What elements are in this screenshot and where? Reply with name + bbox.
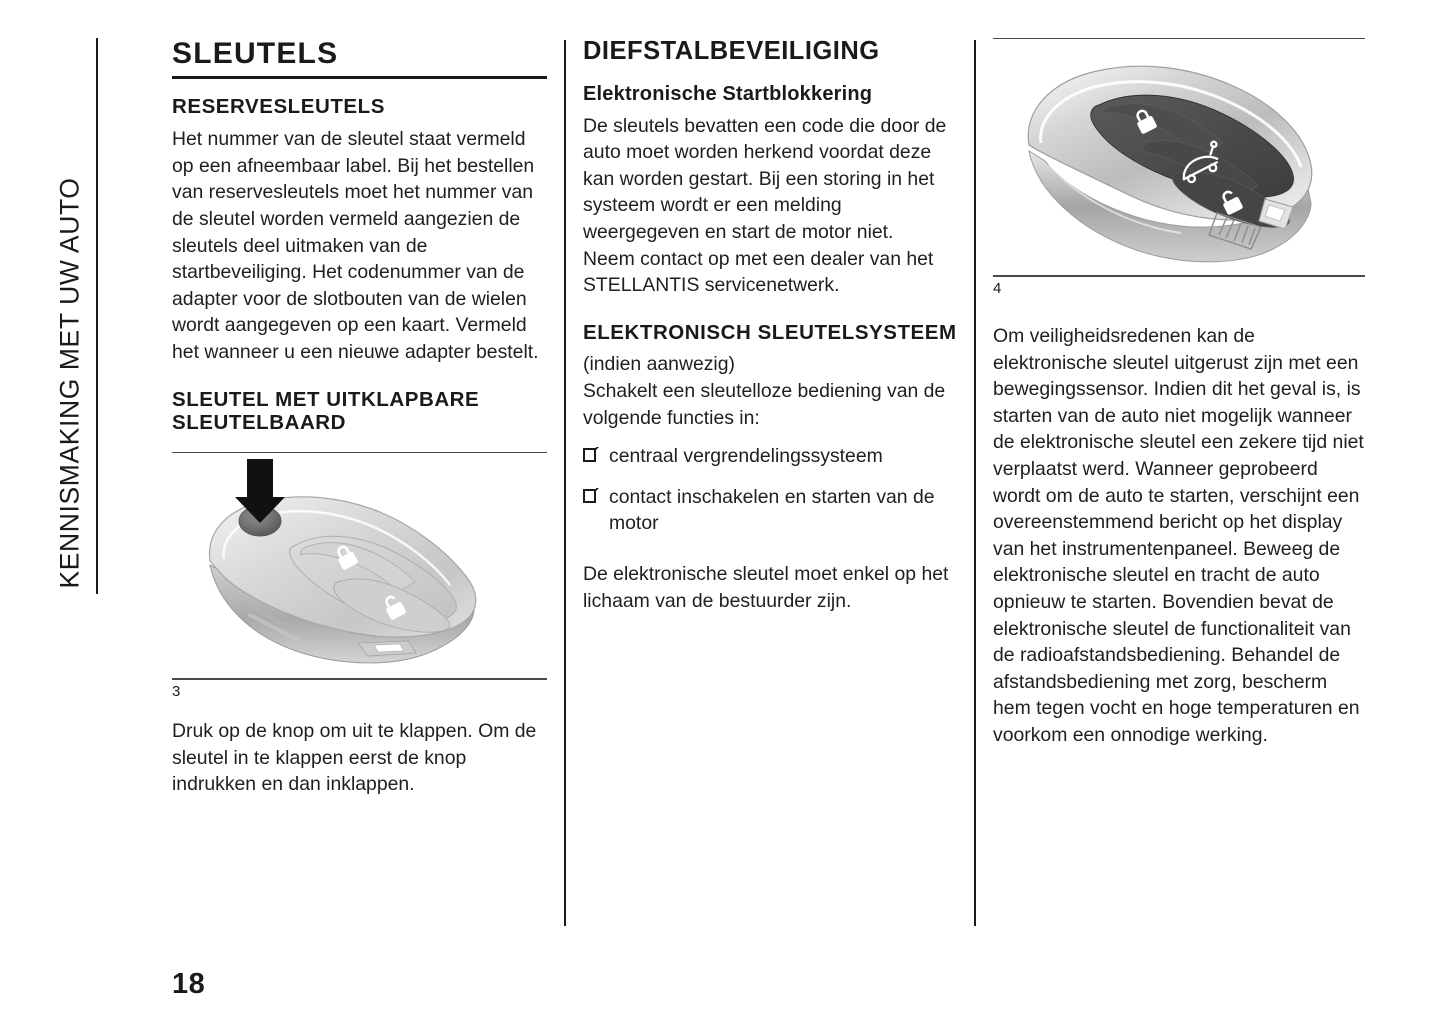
page-title-rule — [172, 76, 547, 79]
paragraph-sleutel-op-lichaam: De elektronische sleutel moet enkel op het lichaam van de bestuurder zijn. — [583, 563, 949, 612]
flip-key-illustration — [172, 453, 547, 678]
paragraph-bewegingssensor: Om veiligheidsredenen kan de elektronische sleutel uitgerust zijn met een bewegingssensor. Indien dit het geval is, is starten van de auto niet mogelijk wanneer de elektronische sleutel een zekere tijd niet verplaatst werd. Wanneer geprobeerd wordt om de auto te starten, verschijnt een overeenstemmend bericht op het display van het instrumentenpaneel. Beweeg de elektronische sleutel en tracht de auto opnieuw te starten. Bovendien bevat de elektronische sleutel de functionaliteit van de radioafstandsbediening. Behandel de afstandsbediening met zorg, bescherm hem tegen vocht en hoge temperaturen en voorkom een onnodige werking. — [993, 325, 1364, 746]
paragraph-sleutelloze-bediening: Schakelt een sleutelloze bediening van de volgende functies in: — [583, 380, 946, 429]
list-item-label: contact inschakelen en starten van de motor — [609, 485, 935, 535]
square-bullet-icon — [583, 448, 596, 462]
feature-list — [583, 443, 958, 537]
spacer — [172, 442, 547, 452]
column-divider-2 — [974, 40, 976, 926]
figure-4-caption: 4 — [993, 279, 1002, 297]
paragraph-flip-key-usage: Druk op de knop om uit te klappen. Om de sleutel in te klappen eerst de knop indrukken en dan inklappen. — [172, 720, 537, 796]
column-three — [993, 38, 1365, 761]
paragraph-reservesleutels: Het nummer van de sleutel staat vermeld op een afneembaar label. Bij het bestellen van reservesleutels moet het nummer van de sleutel worden vermeld aangezien de sleutels deel uitmaken van de startbeveiliging. Het codenummer van de adapter voor de slotbouten van de wielen wordt aangegeven op een kaart. Vermeld het wanneer u een nieuwe adapter bestelt. — [172, 128, 539, 363]
spacer — [172, 378, 547, 388]
page-number: 18 — [172, 968, 206, 1000]
heading-sleutel-met-uitklapbare-sleutelbaard: SLEUTEL MET UITKLAPBARE SLEUTELBAARD — [172, 387, 480, 435]
figure-3 — [172, 452, 547, 700]
square-bullet-icon — [583, 489, 596, 503]
chapter-tab-rule — [96, 38, 98, 594]
spacer — [993, 297, 1365, 323]
figure-4-bottom-rule — [993, 275, 1365, 276]
chapter-tab-label: KENNISMAKING MET UW AUTO — [54, 177, 85, 589]
heading-elektronische-startblokkering: Elektronische Startblokkering — [583, 82, 873, 105]
paragraph-startblokkering-2: Neem contact op met een dealer van het STELLANTIS servicenetwerk. — [583, 247, 934, 297]
chapter-side-tab — [0, 38, 110, 598]
heading-reservesleutels: RESERVESLEUTELS — [172, 95, 385, 119]
heading-elektronisch-sleutelsysteem: ELEKTRONISCH SLEUTELSYSTEEM — [583, 320, 957, 344]
column-one — [172, 38, 547, 810]
list-item-label: centraal vergrendelingssysteem — [609, 445, 883, 468]
figure-3-caption: 3 — [172, 682, 181, 700]
list-item — [583, 443, 958, 470]
spacer — [583, 311, 958, 321]
heading-diefstalbeveiliging: DIEFSTALBEVEILIGING — [583, 37, 880, 65]
figure-3-bottom-rule — [172, 678, 547, 679]
paragraph-startblokkering-1: De sleutels bevatten een code die door de auto moet worden herkend voordat deze kan worden gestart. Bij een storing in het systeem wordt er een melding weergegeven en start de motor niet. — [583, 114, 947, 243]
figure-4 — [993, 38, 1365, 297]
list-item — [583, 484, 958, 537]
column-divider-1 — [564, 40, 566, 926]
smart-key-illustration — [993, 39, 1365, 275]
spacer — [583, 551, 958, 561]
paragraph-indien-aanwezig: (indien aanwezig) — [583, 353, 735, 376]
column-two — [583, 38, 958, 626]
spacer — [172, 700, 547, 718]
page-title: SLEUTELS — [172, 37, 339, 70]
